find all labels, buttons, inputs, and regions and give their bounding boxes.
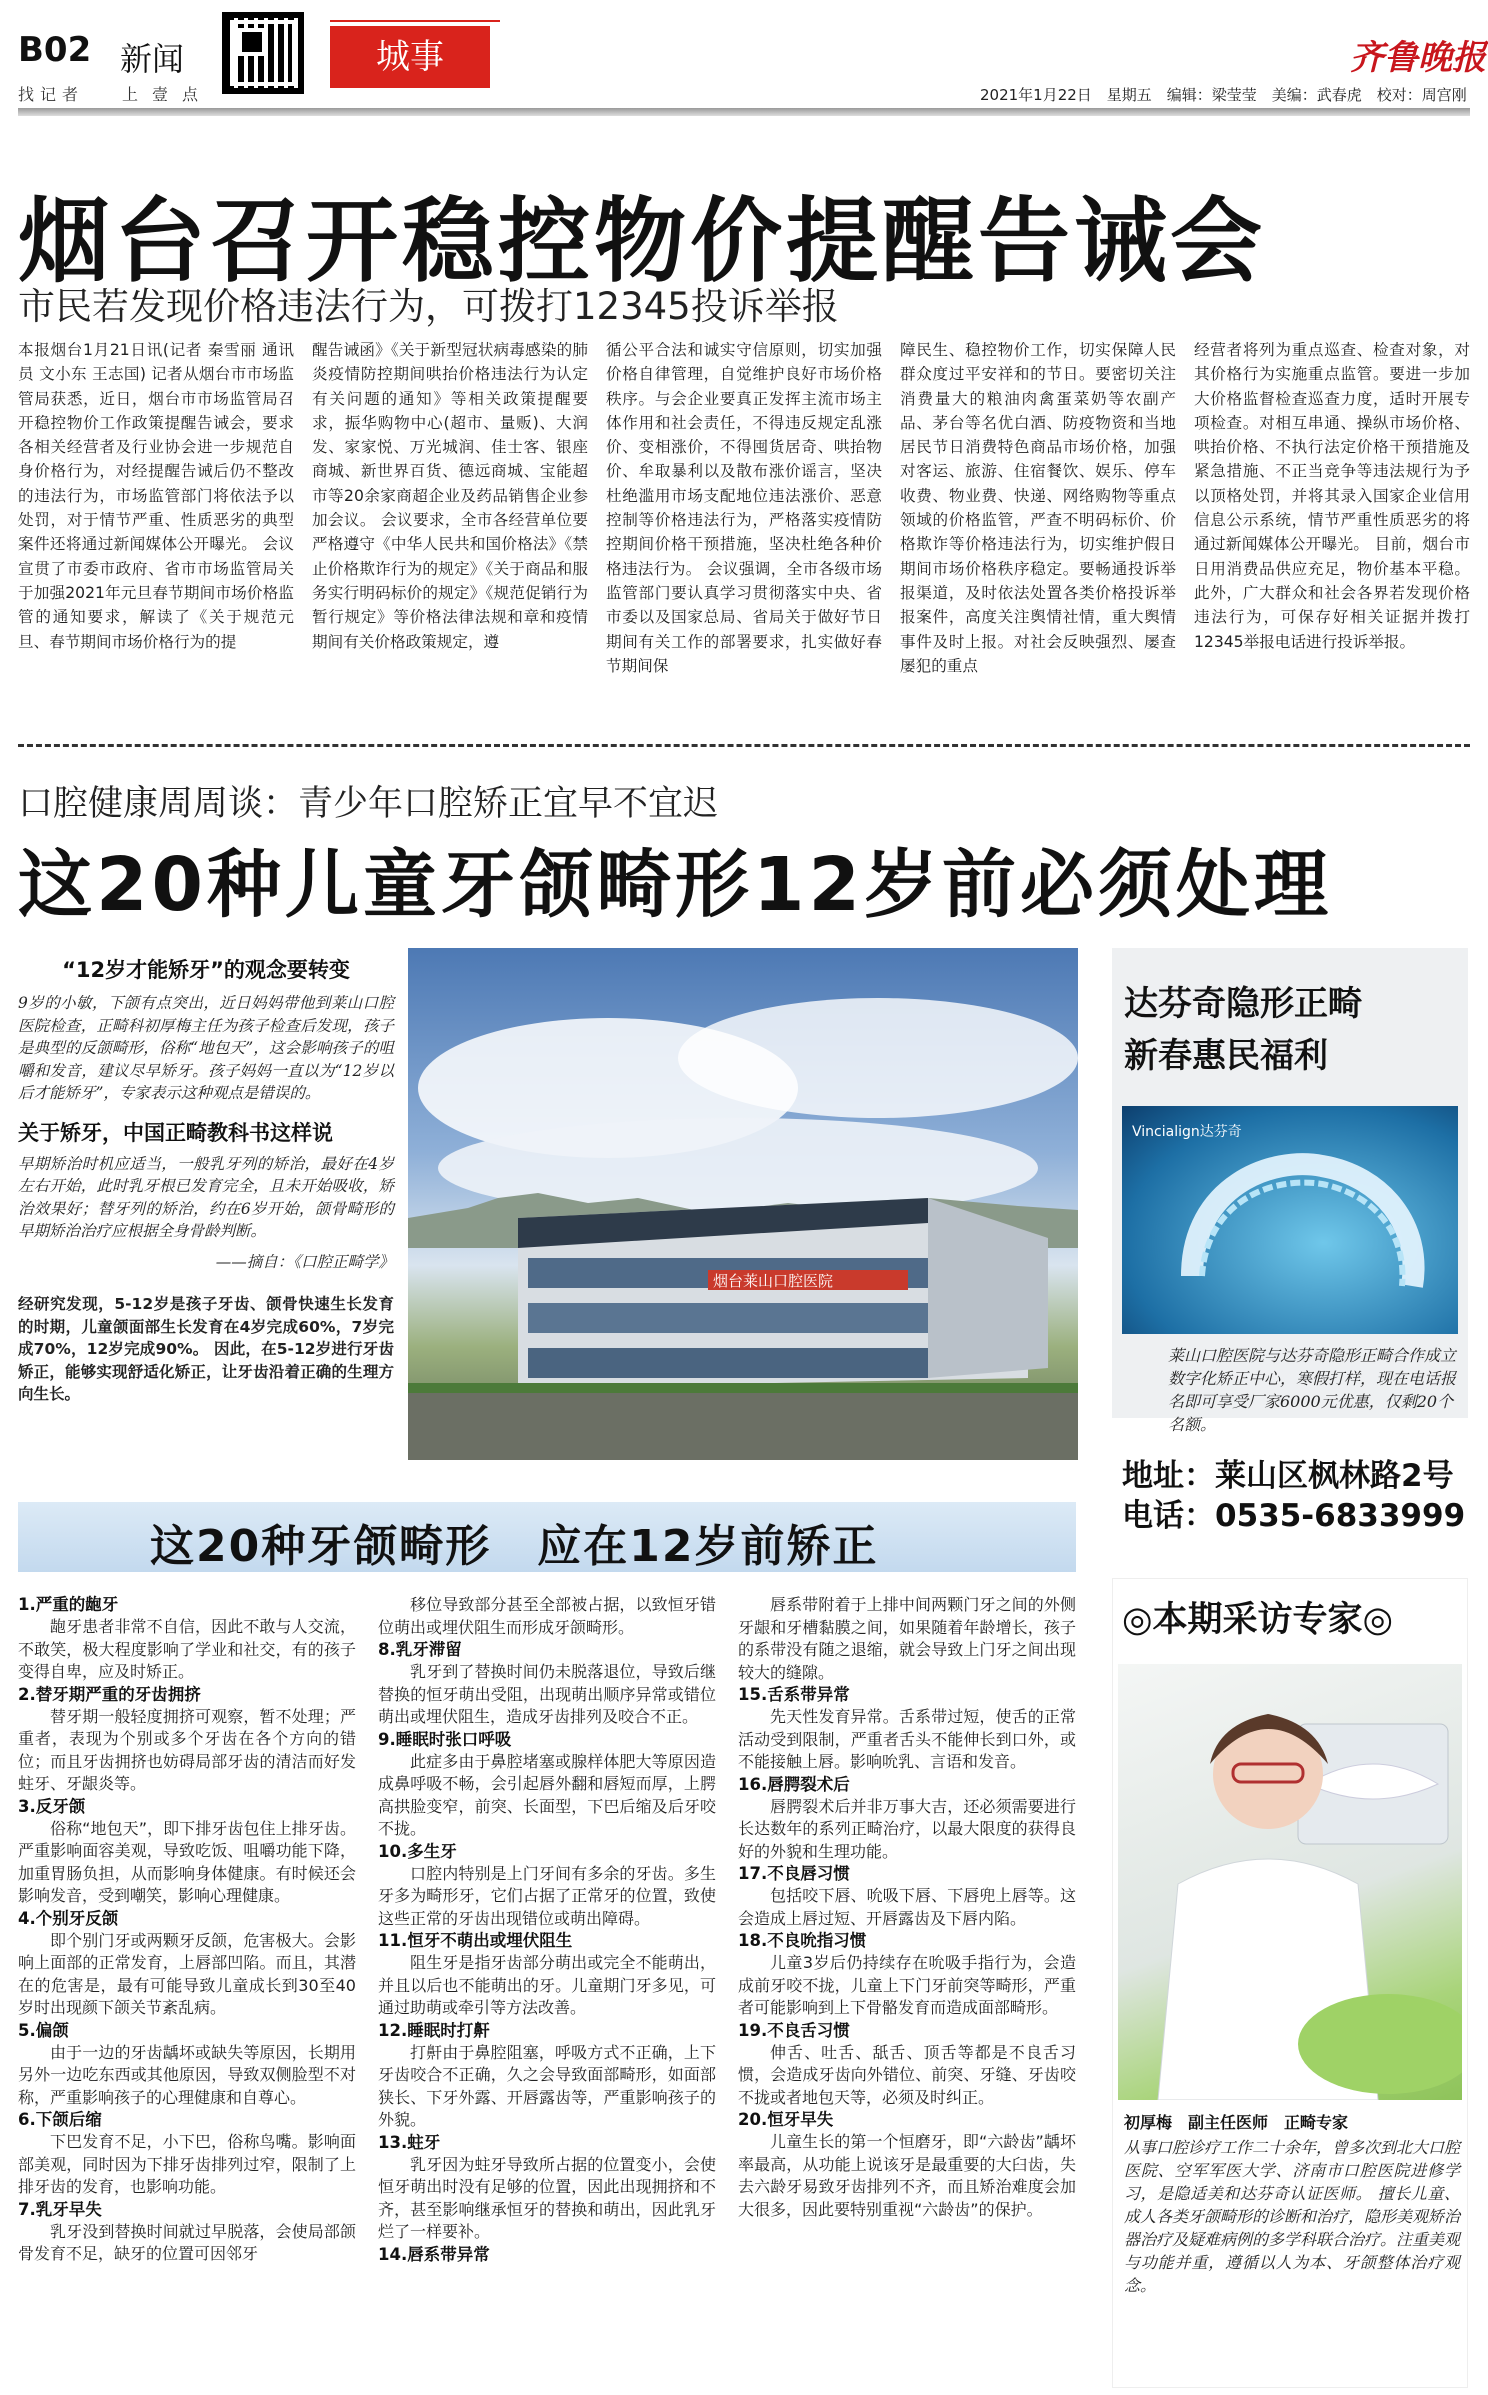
ad-title-line1: 达芬奇隐形正畸 <box>1124 984 1362 1024</box>
date-editor-line: 2021年1月22日 星期五 编辑：梁莹莹 美编：武春虎 校对：周宫刚 <box>980 86 1467 104</box>
photo-hospital-sign: 烟台莱山口腔医院 <box>713 1272 834 1290</box>
section-bar-title: 这20种牙颌畸形 应在12岁前矫正 <box>150 1521 879 1572</box>
aligner-illustration <box>1122 1106 1458 1334</box>
story2-headline: 这20种儿童牙颌畸形12岁前必须处理 <box>18 842 1332 928</box>
list-item-heading: 18.不良吮指习惯 <box>738 1931 867 1950</box>
malocclusion-list <box>18 1594 1076 2384</box>
list-item-text: 移位导致部分甚至全部被占据，以致恒牙错位萌出或埋伏阻生而形成牙颌畸形。 <box>378 1595 716 1637</box>
expert-bio: 从事口腔诊疗工作二十余年，曾多次到北大口腔医院、空军军医大学、济南市口腔医院进修学习，是隐适美和达芬奇认证医师。 擅长儿童、成人各类牙颌畸形的诊断和治疗，隐形美观矫治器治疗及疑难病例的多学科联合治疗。注重美观与功能并重，遵循以人为本、牙颌整体治疗观念。 <box>1124 2138 1461 2295</box>
section-name: 新闻 <box>120 40 185 78</box>
header-rule <box>18 108 1470 116</box>
header-sub-right: 上壹点 <box>122 85 213 104</box>
list-item-heading: 8.乳牙滞留 <box>378 1640 462 1659</box>
ad-brand: Vincialign达芬奇 <box>1132 1124 1242 1140</box>
story1-body <box>18 338 1470 728</box>
list-item-text: 即个别门牙或两颗牙反颌，危害极大。会影响上面部的正常发育，上唇部凹陷。而且，其潜在的危害是，最有可能导致儿童成长到30至40岁时出现颜下颌关节紊乱病。 <box>18 1930 356 2017</box>
expert-photo <box>1118 1664 1462 2100</box>
list-item-heading: 17.不良唇习惯 <box>738 1864 850 1883</box>
side-quote-source: ——摘自：《口腔正畸学》 <box>215 1252 394 1271</box>
ad-address: 地址：莱山区枫林路2号 <box>1122 1458 1454 1494</box>
list-item-text: 龅牙患者非常不自信，因此不敢与人交流，不敢笑，极大程度影响了学业和社交，有的孩子变得自卑，应及时矫正。 <box>18 1617 356 1681</box>
list-item-heading: 20.恒牙早失 <box>738 2110 834 2129</box>
newspaper-logo: 齐鲁晚报 <box>1350 38 1486 78</box>
list-item-text: 乳牙到了替换时间仍未脱落退位，导致后继替换的恒牙萌出受阻，出现萌出顺序异常或错位萌出或埋伏阻生，造成牙齿排列及咬合不正。 <box>378 1662 716 1726</box>
story-divider <box>18 744 1470 747</box>
list-item-heading: 14.唇系带异常 <box>378 2244 490 2264</box>
list-item-heading: 19.不良舌习惯 <box>738 2020 850 2040</box>
list-item-text: 下巴发育不足，小下巴，俗称鸟嘴。影响面部美观，同时因为下排牙齿排列过窄，限制了上排牙齿的发育，也影响功能。 <box>18 2132 356 2196</box>
story1-col-4: 障民生、稳控物价工作，切实保障人民群众度过平安祥和的节日。要密切关注消费量大的粮油肉禽蛋菜奶等农副产品、茅台等名优白酒、防疫物资和当地居民节日消费特色商品市场价格，加强对客运、旅游、住宿餐饮、娱乐、停车收费、物业费、快递、网络购物等重点领域的价格监管，严查不明码标价、价格欺诈等价格违法行为，切实维护假日期间市场价格秩序稳定。要畅通投诉举报渠道，及时依法处置各类价格投诉举报案件，高度关注舆情社情，重大舆情事件及时上报。对社会反映强烈、屡查屡犯的重点 <box>900 341 1176 675</box>
list-item-heading: 7.乳牙早失 <box>18 2199 102 2219</box>
hospital-building-illustration <box>408 948 1078 1460</box>
story2-sidebar <box>18 954 394 1406</box>
story1-col-1: 本报烟台1月21日讯(记者 秦雪丽 通讯员 文小东 王志国) 记者从烟台市市场监管局获悉，近日，烟台市市场监管局召开稳控物价工作政策提醒告诫会，要求各相关经营者及行业协会进一步规范自身价格行为，对经提醒告诫后仍不整改的违法行为，市场监管部门将依法予以处罚，对于情节严重、性质恶劣的典型案件还将通过新闻媒体公开曝光。 会议宣贯了市委市政府、省市市场监管局关于加强2021年元旦春节期间市场价格监管的通知要求，解读了《关于规范元旦、春节期间市场价格行为的提 <box>18 341 294 651</box>
list-item-text: 唇系带附着于上排中间两颗门牙之间的外侧牙龈和牙槽黏膜之间，如果随着年龄增长，孩子的系带没有随之退缩，就会导致上门牙之间出现较大的缝隙。 <box>738 1595 1076 1682</box>
list-item-text: 儿童3岁后仍持续存在吮吸手指行为，会造成前牙咬不拢，儿童上下门牙前突等畸形，严重者可能影响到上下骨骼发育而造成面部畸形。 <box>738 1953 1076 2017</box>
side-head-1: “12岁才能矫牙”的观念要转变 <box>62 958 350 982</box>
expert-title: ◎本期采访专家◎ <box>1122 1600 1394 1640</box>
list-item-text: 先天性发育异常。舌系带过短，使舌的正常活动受到限制，严重者舌头不能伸长到口外，或不能接触上唇。影响吮乳、言语和发音。 <box>738 1707 1076 1771</box>
header-sub-left: 找记者 <box>18 85 85 104</box>
story1-col-2: 醒告诫函》《关于新型冠状病毒感染的肺炎疫情防控期间哄抬价格违法行为认定有关问题的通知》等相关政策提醒要求，振华购物中心(超市、量贩)、大润发、家家悦、万光城润、佳士客、银座商城、新世界百货、德远商城、宝能超市等20余家商超企业及药品销售企业参加会议。 会议要求，全市各经营单位要严格遵守《中华人民共和国价格法》《禁止价格欺诈行为的规定》《关于商品和服务实行明码标价的规定》《规范促销行为暂行规定》等价格法律法规和章和疫情期间有关价格政策规定，遵 <box>312 341 588 651</box>
story1-headline: 烟台召开稳控物价提醒告诫会 <box>18 188 1267 295</box>
list-item-text: 打鼾由于鼻腔阻塞，呼吸方式不正确，上下牙齿咬合不正确，久之会导致面部畸形，如面部狭长、下牙外露、开唇露齿等，严重影响孩子的外貌。 <box>378 2042 716 2129</box>
qr-code-icon[interactable] <box>222 12 304 94</box>
hospital-photo <box>408 948 1078 1460</box>
aligner-image <box>1122 1106 1458 1334</box>
list-item-heading: 5.偏颌 <box>18 2020 69 2040</box>
list-item-heading: 9.睡眠时张口呼吸 <box>378 1729 512 1749</box>
list-item-text: 乳牙没到替换时间就过早脱落，会使局部颌骨发育不足，缺牙的位置可因邻牙 <box>18 2221 356 2263</box>
list-item-text: 由于一边的牙齿龋坏或缺失等原因，长期用另外一边吃东西或其他原因，导致双侧脸型不对称，严重影响孩子的心理健康和自尊心。 <box>18 2042 356 2107</box>
list-item-text: 乳牙因为蛀牙导致所占据的位置变小，会使恒牙萌出时没有足够的位置，因此出现拥挤和不齐，甚至影响继承恒牙的替换和萌出，因此乳牙烂了一样要补。 <box>378 2154 716 2241</box>
expert-name: 初厚梅 副主任医师 正畸专家 <box>1124 2113 1349 2132</box>
list-item-heading: 15.舌系带异常 <box>738 1685 850 1704</box>
ad-title <box>1124 978 1362 1082</box>
list-item-heading: 12.睡眠时打鼾 <box>378 2020 490 2040</box>
list-item-text: 俗称“地包天”，即下排牙齿包住上排牙齿。严重影响面容美观，导致吃饭、咀嚼功能下降，加重胃肠负担，从而影响身体健康。有时候还会影响发音，受到嘲笑，影响心理健康。 <box>18 1818 356 1905</box>
list-column-3 <box>738 1594 1076 2384</box>
side-text-3: 经研究发现，5-12岁是孩子牙齿、颌骨快速生长发育的时期，儿童颌面部生长发育在4岁完成60%，7岁完成70%，12岁完成90%。 因此，在5-12岁进行牙齿矫正，能够实现舒适化矫正，让牙齿沿着正确的生理方向生长。 <box>18 1295 394 1403</box>
list-item-heading: 10.多生牙 <box>378 1841 457 1861</box>
list-item-text: 阻生牙是指牙齿部分萌出或完全不能萌出，并且以后也不能萌出的牙。儿童期门牙多见，可通过助萌或牵引等方法改善。 <box>378 1953 716 2017</box>
list-item-heading: 2.替牙期严重的牙齿拥挤 <box>18 1684 201 1704</box>
list-item-text: 唇腭裂术后并非万事大吉，还必须需要进行长达数年的系列正畸治疗，以最大限度的获得良好的外貌和生理功能。 <box>738 1796 1076 1861</box>
ad-phone[interactable]: 电话：0535-6833999 <box>1122 1498 1466 1534</box>
side-head-2: 关于矫牙，中国正畸教科书这样说 <box>18 1120 333 1145</box>
ad-description: 莱山口腔医院与达芬奇隐形正畸合作成立数字化矫正中心，寒假打样，现在电话报名即可享受厂家6000元优惠，仅剩20个名额。 <box>1168 1346 1457 1434</box>
list-item-text: 儿童生长的第一个恒磨牙，即“六龄齿”龋坏率最高，从功能上说该牙是最重要的大臼齿，失去六龄牙易致牙齿排列不齐，而且矫治难度会加大很多，因此要特别重视“六龄齿”的保护。 <box>738 2132 1076 2219</box>
tag-border <box>330 20 500 22</box>
story1-col-3: 循公平合法和诚实守信原则，切实加强价格自律管理，自觉维护良好市场价格秩序。与会企业要真正发挥主流市场主体作用和社会责任，不得违反规定乱涨价、变相涨价，不得囤货居奇、哄抬物价、牟取暴利以及散布涨价谣言，坚决杜绝滥用市场支配地位违法涨价、恶意控制等价格违法行为，严格落实疫情防控期间价格干预措施，坚决杜绝各种价格违法行为。 会议强调，全市各级市场监管部门要认真学习贯彻落实中央、省市委以及国家总局、省局关于做好节日期间有关工作的部署要求，扎实做好春节期间保 <box>606 341 882 675</box>
list-item-heading: 4.个别牙反颌 <box>18 1908 119 1928</box>
list-item-text: 口腔内特别是上门牙间有多余的牙齿。多生牙多为畸形牙，它们占据了正常牙的位置，致使这些正常的牙齿出现错位或萌出障碍。 <box>378 1863 716 1928</box>
story2-kicker: 口腔健康周周谈：青少年口腔矫正宜早不宜迟 <box>18 784 719 824</box>
list-item-text: 此症多由于鼻腔堵塞或腺样体肥大等原因造成鼻呼吸不畅，会引起唇外翻和唇短而厚，上腭高拱脸变窄，前突、长面型，下巴后缩及后牙咬不拢。 <box>378 1751 716 1838</box>
list-item-heading: 13.蛀牙 <box>378 2132 441 2152</box>
ad-title-line2: 新春惠民福利 <box>1124 1036 1328 1076</box>
ad-contact <box>1122 1456 1465 1536</box>
list-item-heading: 16.唇腭裂术后 <box>738 1774 850 1794</box>
list-item-text: 包括咬下唇、吮吸下唇、下唇兜上唇等。这会造成上唇过短、开唇露齿及下唇内陷。 <box>738 1886 1076 1928</box>
story1-subheadline: 市民若发现价格违法行为，可拨打12345投诉举报 <box>18 285 839 328</box>
doctor-portrait-illustration <box>1118 1664 1462 2100</box>
list-item-heading: 6.下颌后缩 <box>18 2110 102 2129</box>
list-item-text: 伸舌、吐舌、舐舌、顶舌等都是不良舌习惯，会造成牙齿向外错位、前突、牙缝、牙齿咬不拢或者地包天等，必须及时纠正。 <box>738 2042 1076 2107</box>
section-tag: 城事 <box>330 26 490 88</box>
list-column-1 <box>18 1594 356 2384</box>
list-column-2 <box>378 1594 716 2384</box>
list-item-text: 替牙期一般轻度拥挤可观察，暂不处理；严重者，表现为个别或多个牙齿在各个方向的错位；而且牙齿拥挤也妨碍局部牙齿的清洁而好发蛀牙、牙龈炎等。 <box>18 1706 356 1793</box>
list-item-heading: 11.恒牙不萌出或埋伏阻生 <box>378 1931 573 1950</box>
page-number: B02 <box>18 30 92 70</box>
list-item-heading: 3.反牙颌 <box>18 1796 86 1816</box>
side-text-1: 9岁的小敏，下颌有点突出，近日妈妈带他到莱山口腔医院检查，正畸科初厚梅主任为孩子检查后发现，孩子是典型的反颌畸形，俗称“地包天”，这会影响孩子的咀嚼和发音，建议尽早矫牙。孩子妈妈一直以为“12岁以后才能矫牙”，专家表示这种观点是错误的。 <box>18 994 394 1102</box>
side-text-2: 早期矫治时机应适当，一般乳牙列的矫治，最好在4岁左右开始，此时乳牙根已发育完全，且未开始吸收，矫治效果好；替牙列的矫治，约在6岁开始，颌骨畸形的早期矫治治疗应根据全身骨龄判断。 <box>18 1154 394 1240</box>
list-item-heading: 1.严重的龅牙 <box>18 1595 119 1614</box>
story1-col-5: 经营者将列为重点巡查、检查对象，对其价格行为实施重点监管。要进一步加大价格监督检查巡查力度，适时开展专项检查。对相互串通、操纵市场价格、哄抬价格、不执行法定价格干预措施及紧急措施、不正当竞争等违法规行为予以顶格处罚，并将其录入国家企业信用信息公示系统，情节严重性质恶劣的将通过新闻媒体公开曝光。 目前，烟台市日用消费品供应充足，物价基本平稳。此外，广大群众和社会各界若发现价格违法行为，可保存好相关证据并拨打12345举报电话进行投诉举报。 <box>1194 341 1470 651</box>
